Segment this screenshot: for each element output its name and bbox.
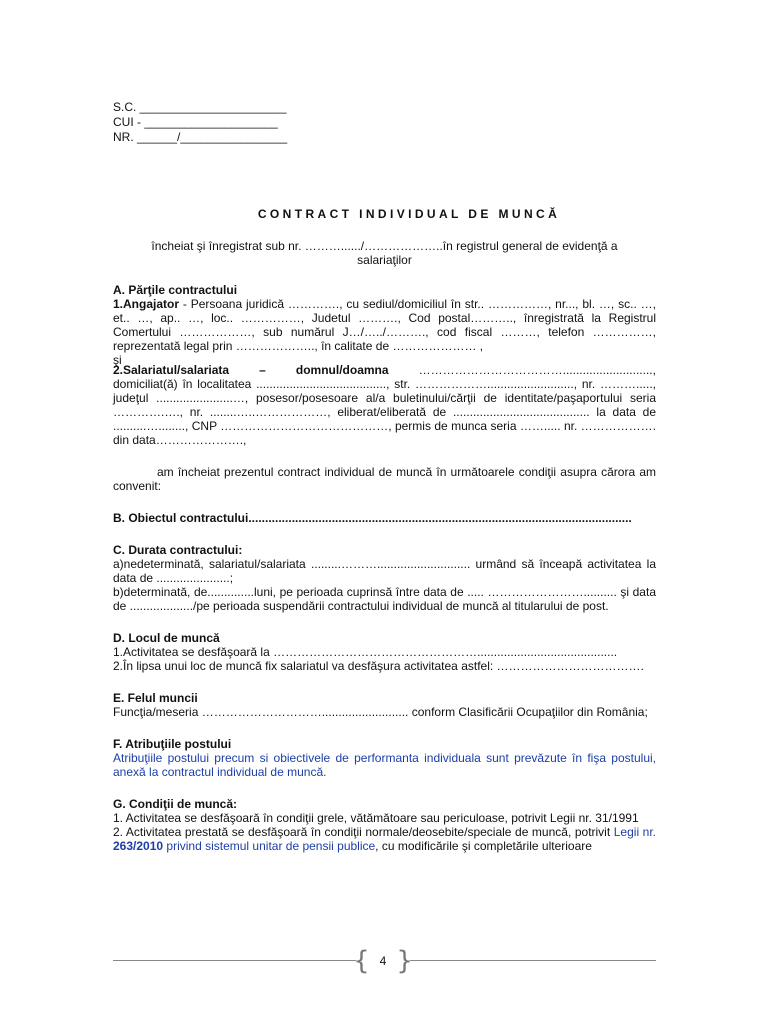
contract-body [113, 283, 656, 853]
conditions-item-2-start: 2. Activitatea prestată se desfăşoară în condiţii normale/deosebite/speciale de muncă, potrivit [113, 825, 614, 839]
employer-label: 1.Angajator [113, 297, 180, 311]
job-duties-text: Atribuţiile postului precum si obiectivele de performanta individuala sunt prevăzute în fişa postului, anexă la contractul individual de muncă. [113, 751, 656, 779]
workplace-item-1: 1.Activitatea se desfăşoară la …………………………………………….......................................... [113, 645, 618, 659]
section-c-heading: C. Durata contractului: [113, 543, 243, 557]
employee-name-blank: ………………………………..........................., [418, 363, 656, 377]
section-b-heading: B. Obiectul contractului................................................................................................................... [113, 511, 632, 525]
conditions-item-1: 1. Activitatea se desfăşoară în condiţii grele, vătămătoare sau periculoase, potrivit Legii nr. 31/1991 [113, 811, 639, 825]
employee-dash: – [259, 363, 266, 377]
company-nr-line: NR. ______/________________ [113, 130, 288, 144]
right-bracket-icon: } [396, 946, 413, 976]
law-link-prefix[interactable]: Legii nr. [613, 825, 657, 839]
subtitle-line-1: încheiat şi înregistrat sub nr. ………....../………………..în registrul general de evidenţă a [151, 239, 618, 253]
law-link-number[interactable]: 263/2010 [113, 839, 164, 853]
left-bracket-icon: { [353, 946, 370, 976]
page-number-box [353, 946, 413, 976]
section-g-heading: G. Condiţii de muncă: [113, 797, 238, 811]
job-type-text: Funcţia/meseria ………………………….......................... conform Clasificării Ocupaţiilor din România; [113, 705, 648, 719]
section-f-heading: F. Atribuţiile postului [113, 737, 232, 751]
company-header [113, 100, 373, 145]
contract-subtitle [113, 239, 656, 267]
employee-line-1 [113, 363, 656, 377]
and-connector: şi [113, 353, 122, 367]
agreement-paragraph: am încheiat prezentul contract individual de muncă în următoarele condiţii asupra cărora am convenit: [113, 465, 656, 493]
company-sc-line: S.C. ______________________ [113, 100, 287, 114]
employer-paragraph [113, 297, 656, 353]
duration-indefinite: a)nedeterminată, salariatul/salariata .........………............................ urmând să înceapă activitatea la data de ......................; [113, 557, 656, 585]
workplace-item-2: 2.În lipsa unui loc de muncă fix salariatul va desfăşura activitatea astfel: ………………………………. [113, 659, 644, 673]
section-d-heading: D. Locul de muncă [113, 631, 220, 645]
employee-title: domnul/doamna [295, 363, 389, 377]
conditions-item-2 [113, 825, 656, 853]
contract-title: CONTRACT INDIVIDUAL DE MUNCĂ [257, 207, 561, 221]
employer-text: - Persoana juridică …………., cu sediul/domiciliul în str.. ……………, nr..., bl. …, sc.. …, et.. …, ap.. …, loc.. ……………, Judetul ………., Cod postal……….., înregistrată la Registrul Comertului ………………, sub numărul J…/…../………., cod fiscal ………, telefon ……………, reprezentată legal prin ……………….., în calitate de ………………… , [113, 297, 656, 353]
employee-label: 2.Salariatul/salariata [113, 363, 230, 377]
company-cui-line: CUI - ____________________ [113, 115, 278, 129]
section-a-heading: A. Părţile contractului [113, 283, 238, 297]
law-link-title[interactable]: privind sistemul unitar de pensii publice [163, 839, 376, 853]
conditions-item-2-end: , cu modificările şi completările ulterioare [375, 839, 592, 853]
page-number: 4 [379, 954, 387, 968]
subtitle-line-2: salariaţilor [357, 253, 412, 267]
duration-fixed: b)determinată, de..............luni, pe perioada cuprinsă între data de ..... …………………….......... şi data de .................../pe perioada suspendării contractului individual de muncă al titularului de post. [113, 585, 656, 613]
section-e-heading: E. Felul muncii [113, 691, 198, 705]
employee-paragraph: domiciliat(ă) în localitatea ......................................., str. ……………….........................., nr. ………....., judeţul .......................…, posesor/posesoare al/a buletinului/cărţii de identitate/paşaportului seria ………….…., nr. ........…..………………, eliberat/eliberată de ......................................... la data de ..........…........, CNP ……………………………………, permis de munca seria ……..... nr. ………………. din data…………………., [113, 377, 656, 447]
